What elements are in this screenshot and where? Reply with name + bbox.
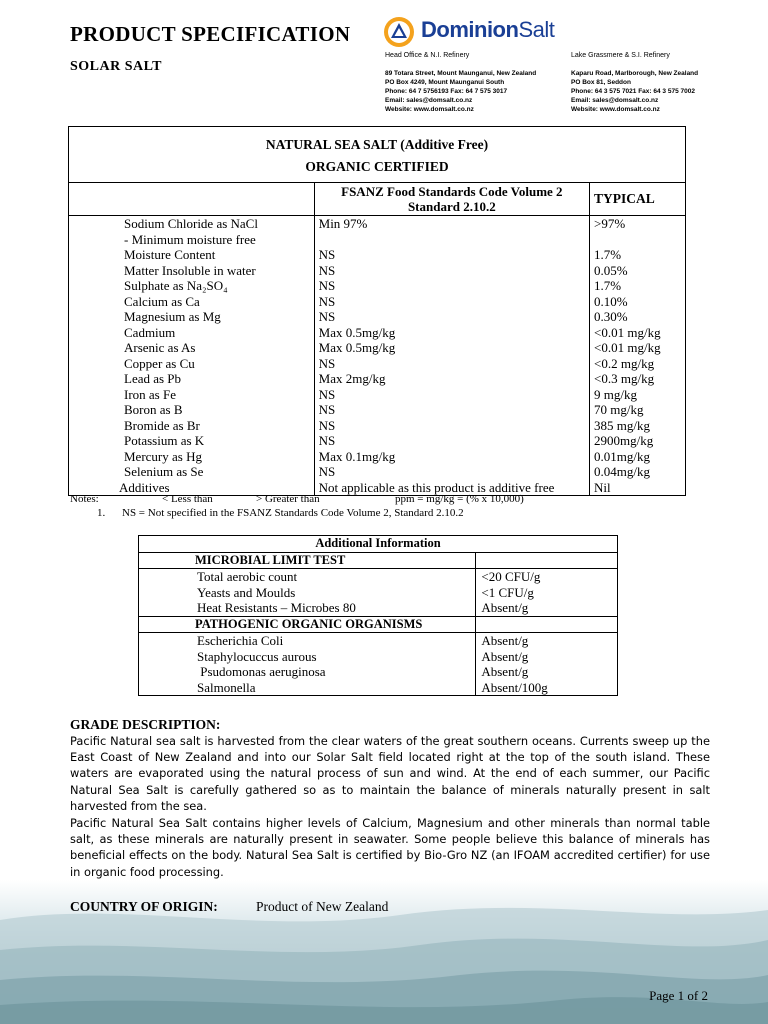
address-line: PO Box 81, Seddon bbox=[571, 79, 631, 86]
notes-greater-than: > Greater than bbox=[256, 493, 320, 505]
additional-row bbox=[139, 680, 618, 696]
spec-typical-value: >97% bbox=[590, 216, 686, 232]
spec-parameter-name: Boron as B bbox=[69, 402, 315, 418]
additional-item-name: Yeasts and Moulds bbox=[139, 585, 476, 601]
address-line: Website: www.domsalt.co.nz bbox=[571, 106, 660, 113]
page-number: Page 1 of 2 bbox=[649, 988, 708, 1003]
additional-row bbox=[139, 585, 618, 601]
spec-parameter-name: Sodium Chloride as NaCl bbox=[69, 216, 315, 232]
spec-row bbox=[69, 294, 686, 310]
spec-typical-value bbox=[590, 232, 686, 248]
additional-item-value: <20 CFU/g bbox=[476, 569, 618, 585]
page-subtitle: SOLAR SALT bbox=[70, 59, 163, 74]
spec-typical-value: 9 mg/kg bbox=[590, 387, 686, 403]
spec-row bbox=[69, 309, 686, 325]
company-logo bbox=[383, 16, 563, 50]
address-line: Website: www.domsalt.co.nz bbox=[385, 106, 474, 113]
spec-typical-value: 0.04mg/kg bbox=[590, 464, 686, 480]
spec-standard-value: Max 0.5mg/kg bbox=[314, 325, 589, 341]
address-line: Email: sales@domsalt.co.nz bbox=[571, 97, 659, 104]
additional-info-table bbox=[138, 535, 618, 696]
office-north-address bbox=[385, 51, 536, 114]
office-south-heading: Lake Grassmere & S.I. Refinery bbox=[571, 52, 670, 59]
additional-item-value: Absent/g bbox=[476, 649, 618, 665]
spec-parameter-name: Cadmium bbox=[69, 325, 315, 341]
pathogenic-heading-blank bbox=[476, 616, 618, 633]
spec-parameter-name: Lead as Pb bbox=[69, 371, 315, 387]
spec-row bbox=[69, 232, 686, 248]
spec-typical-value: 0.30% bbox=[590, 309, 686, 325]
spec-standard-value: NS bbox=[314, 278, 589, 294]
spec-typical-value: 0.05% bbox=[590, 263, 686, 279]
spec-parameter-name: Matter Insoluble in water bbox=[69, 263, 315, 279]
additional-row bbox=[139, 633, 618, 649]
spec-typical-value: 0.10% bbox=[590, 294, 686, 310]
spec-typical-value: <0.01 mg/kg bbox=[590, 325, 686, 341]
spec-standard-value: Max 0.1mg/kg bbox=[314, 449, 589, 465]
spec-row bbox=[69, 247, 686, 263]
spec-standard-value: Max 0.5mg/kg bbox=[314, 340, 589, 356]
specification-table bbox=[68, 126, 686, 496]
spec-typical-value: 1.7% bbox=[590, 247, 686, 263]
spec-typical-value: <0.2 mg/kg bbox=[590, 356, 686, 372]
spec-typical-value: Nil bbox=[590, 480, 686, 496]
country-of-origin bbox=[70, 899, 389, 915]
logo-wordmark bbox=[421, 17, 554, 43]
additional-item-value: <1 CFU/g bbox=[476, 585, 618, 601]
spec-parameter-name: Bromide as Br bbox=[69, 418, 315, 434]
spec-header-row bbox=[69, 183, 686, 216]
address-line: PO Box 4249, Mount Maunganui South bbox=[385, 79, 505, 86]
spec-parameter-name: Potassium as K bbox=[69, 433, 315, 449]
note-1-number: 1. bbox=[97, 507, 106, 519]
spec-parameter-name: Sulphate as Na₂SO₄ bbox=[69, 278, 315, 294]
spec-standard-value: NS bbox=[314, 418, 589, 434]
additional-row bbox=[139, 664, 618, 680]
spec-row bbox=[69, 216, 686, 232]
dominion-salt-emblem-icon bbox=[383, 16, 415, 48]
additional-item-name: Psudomonas aeruginosa bbox=[139, 664, 476, 680]
spec-header-standard bbox=[314, 183, 589, 216]
notes-label: Notes: bbox=[70, 493, 99, 505]
note-1 bbox=[97, 507, 464, 519]
logo-word-b: Salt bbox=[518, 17, 555, 42]
spec-row bbox=[69, 340, 686, 356]
additional-title: Additional Information bbox=[139, 536, 618, 553]
additional-item-name: Heat Resistants – Microbes 80 bbox=[139, 600, 476, 616]
additional-item-name: Staphylocuccus aurous bbox=[139, 649, 476, 665]
additional-title-row bbox=[139, 536, 618, 553]
microbial-heading-row bbox=[139, 552, 618, 569]
spec-typical-value: 70 mg/kg bbox=[590, 402, 686, 418]
spec-standard-value: NS bbox=[314, 356, 589, 372]
notes-less-than: < Less than bbox=[162, 493, 213, 505]
grade-paragraph-2: Pacific Natural Sea Salt contains higher levels of Calcium, Magnesium and other minerals than normal table salt, as these minerals are naturally present in seawater. Some people believe this balance of minerals has beneficial effects on the body. Natural Sea Salt is certified by Bio-Gro NZ (an IFOAM accredited certifier) for use in organic food processing. bbox=[70, 816, 710, 879]
spec-header-name bbox=[69, 183, 315, 216]
office-north-heading: Head Office & N.I. Refinery bbox=[385, 52, 470, 59]
address-line: Email: sales@domsalt.co.nz bbox=[385, 97, 473, 104]
spec-row bbox=[69, 449, 686, 465]
origin-label: COUNTRY OF ORIGIN: bbox=[70, 899, 218, 914]
spec-standard-value: Max 2mg/kg bbox=[314, 371, 589, 387]
spec-row bbox=[69, 402, 686, 418]
address-line: Phone: 64 7 5756193 Fax: 64 7 575 3017 bbox=[385, 88, 508, 95]
page-title: PRODUCT SPECIFICATION bbox=[70, 22, 351, 46]
spec-standard-value: NS bbox=[314, 247, 589, 263]
spec-title-row bbox=[69, 127, 686, 183]
origin-value: Product of New Zealand bbox=[256, 899, 389, 914]
spec-standard-value: NS bbox=[314, 263, 589, 279]
spec-title: NATURAL SEA SALT (Additive Free) bbox=[265, 137, 489, 152]
spec-standard-value: NS bbox=[314, 309, 589, 325]
spec-row bbox=[69, 464, 686, 480]
spec-header-typical: TYPICAL bbox=[590, 183, 686, 216]
pathogenic-heading-row bbox=[139, 616, 618, 633]
additional-item-value: Absent/g bbox=[476, 633, 618, 649]
additional-item-name: Escherichia Coli bbox=[139, 633, 476, 649]
standard-header-line1: FSANZ Food Standards Code Volume 2 bbox=[341, 184, 563, 199]
spec-parameter-name: - Minimum moisture free bbox=[69, 232, 315, 248]
spec-parameter-name: Arsenic as As bbox=[69, 340, 315, 356]
spec-subtitle: ORGANIC CERTIFIED bbox=[305, 159, 449, 174]
spec-row bbox=[69, 356, 686, 372]
spec-standard-value: Not applicable as this product is additive free bbox=[314, 480, 589, 496]
spec-parameter-name: Additives bbox=[69, 480, 315, 496]
address-line: Phone: 64 3 575 7021 Fax: 64 3 575 7002 bbox=[571, 88, 695, 95]
spec-typical-value: <0.3 mg/kg bbox=[590, 371, 686, 387]
spec-parameter-name: Copper as Cu bbox=[69, 356, 315, 372]
spec-row bbox=[69, 387, 686, 403]
spec-parameter-name: Iron as Fe bbox=[69, 387, 315, 403]
microbial-heading-blank bbox=[476, 552, 618, 569]
address-line: 89 Totara Street, Mount Maunganui, New Zealand bbox=[385, 70, 537, 77]
pathogenic-heading: PATHOGENIC ORGANIC ORGANISMS bbox=[139, 616, 476, 633]
spec-parameter-name: Magnesium as Mg bbox=[69, 309, 315, 325]
spec-row bbox=[69, 418, 686, 434]
spec-parameter-name: Moisture Content bbox=[69, 247, 315, 263]
additional-item-name: Salmonella bbox=[139, 680, 476, 696]
spec-typical-value: 0.01mg/kg bbox=[590, 449, 686, 465]
additional-row bbox=[139, 569, 618, 585]
office-south-address bbox=[571, 51, 698, 114]
spec-row bbox=[69, 325, 686, 341]
spec-parameter-name: Selenium as Se bbox=[69, 464, 315, 480]
spec-row bbox=[69, 263, 686, 279]
grade-heading: GRADE DESCRIPTION: bbox=[70, 717, 221, 732]
spec-standard-value: NS bbox=[314, 464, 589, 480]
spec-parameter-name: Calcium as Ca bbox=[69, 294, 315, 310]
spec-typical-value: 2900mg/kg bbox=[590, 433, 686, 449]
spec-standard-value: NS bbox=[314, 402, 589, 418]
spec-typical-value: 1.7% bbox=[590, 278, 686, 294]
additional-row bbox=[139, 600, 618, 616]
spec-standard-value: NS bbox=[314, 433, 589, 449]
additional-item-value: Absent/g bbox=[476, 600, 618, 616]
additional-item-value: Absent/100g bbox=[476, 680, 618, 696]
spec-row bbox=[69, 371, 686, 387]
logo-word-a: Dominion bbox=[421, 17, 519, 42]
spec-standard-value: NS bbox=[314, 387, 589, 403]
address-line: Kaparu Road, Marlborough, New Zealand bbox=[571, 70, 699, 77]
spec-row bbox=[69, 433, 686, 449]
spec-typical-value: 385 mg/kg bbox=[590, 418, 686, 434]
spec-parameter-name: Mercury as Hg bbox=[69, 449, 315, 465]
note-1-text: NS = Not specified in the FSANZ Standards Code Volume 2, Standard 2.10.2 bbox=[122, 507, 464, 519]
additional-item-value: Absent/g bbox=[476, 664, 618, 680]
additional-item-name: Total aerobic count bbox=[139, 569, 476, 585]
spec-standard-value: NS bbox=[314, 294, 589, 310]
spec-standard-value: Min 97% bbox=[314, 216, 589, 232]
notes-line bbox=[70, 493, 524, 505]
spec-standard-value bbox=[314, 232, 589, 248]
notes-ppm: ppm = mg/kg = (% x 10,000) bbox=[395, 493, 524, 505]
additional-row bbox=[139, 649, 618, 665]
standard-header-line2: Standard 2.10.2 bbox=[407, 199, 496, 214]
microbial-heading: MICROBIAL LIMIT TEST bbox=[139, 552, 476, 569]
spec-row bbox=[69, 278, 686, 294]
spec-typical-value: <0.01 mg/kg bbox=[590, 340, 686, 356]
grade-paragraph-1: Pacific Natural sea salt is harvested from the clear waters of the great southern oceans. Currents sweep up the East Coast of New Zealand and into our Solar Salt field located right at the top of the south island. These waters are evaporated using the natural process of sun and wind. At the end of each summer, our Pacific Natural Sea Salt is carefully gathered so as to maintain the balance of minerals naturally present in salt harvested from the sea. bbox=[70, 734, 710, 813]
